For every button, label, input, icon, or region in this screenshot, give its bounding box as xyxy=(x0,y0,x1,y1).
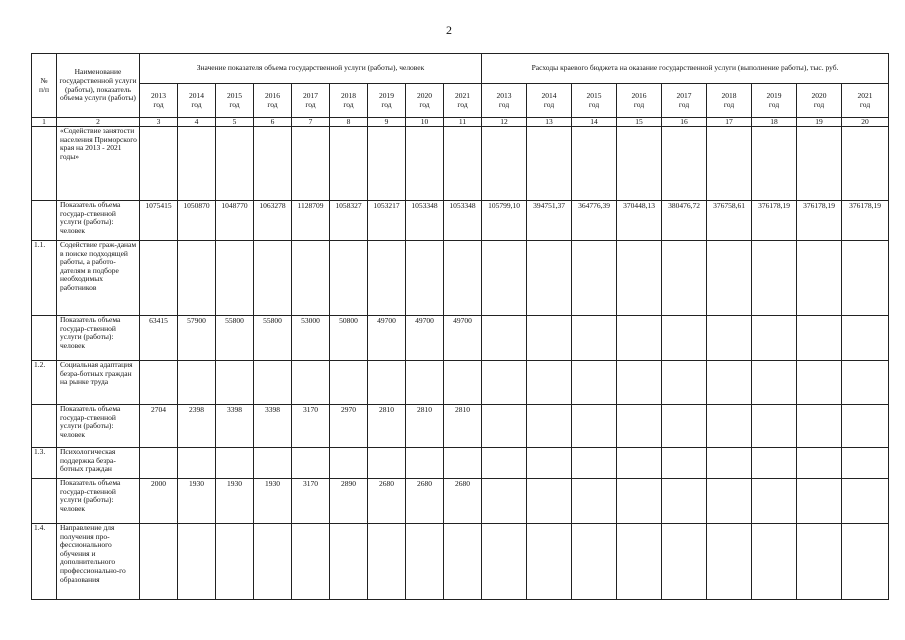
row-number xyxy=(32,201,57,241)
volume-cell xyxy=(216,448,254,479)
volume-cell xyxy=(216,127,254,201)
page-number: 2 xyxy=(446,23,452,37)
volume-cell xyxy=(406,524,444,600)
row-number: 1.1. xyxy=(32,241,57,316)
expense-cell xyxy=(527,316,572,361)
expense-cell xyxy=(797,479,842,524)
expense-cell xyxy=(797,524,842,600)
expense-cell xyxy=(842,241,889,316)
volume-cell xyxy=(292,127,330,201)
volume-year-header: 2021 год xyxy=(444,84,482,118)
expense-cell xyxy=(572,241,617,316)
volume-cell xyxy=(140,524,178,600)
expense-cell xyxy=(482,361,527,405)
column-number: 16 xyxy=(662,118,707,127)
volume-cell: 49700 xyxy=(406,316,444,361)
row-name: «Содействие занятости населения Приморского края на 2013 - 2021 годы» xyxy=(57,127,140,201)
column-number: 15 xyxy=(617,118,662,127)
column-number: 3 xyxy=(140,118,178,127)
expense-cell xyxy=(752,316,797,361)
volume-cell xyxy=(330,361,368,405)
volume-cell xyxy=(292,361,330,405)
volume-cell xyxy=(292,524,330,600)
expense-cell xyxy=(482,479,527,524)
volume-cell: 2398 xyxy=(178,405,216,448)
volume-cell: 1128709 xyxy=(292,201,330,241)
volume-cell: 2680 xyxy=(368,479,406,524)
volume-cell xyxy=(330,524,368,600)
volume-cell xyxy=(216,524,254,600)
volume-cell xyxy=(254,241,292,316)
row-name: Психологическая поддержка безра-ботных граждан xyxy=(57,448,140,479)
table-row xyxy=(32,448,889,479)
table-row xyxy=(32,127,889,201)
expense-cell xyxy=(527,405,572,448)
volume-cell: 2704 xyxy=(140,405,178,448)
expense-cell xyxy=(752,405,797,448)
volume-cell xyxy=(292,448,330,479)
volume-cell xyxy=(216,361,254,405)
expense-year-header: 2021 год xyxy=(842,84,889,118)
expense-cell xyxy=(527,127,572,201)
row-name: Показатель объема государ-ственной услуги (работы): человек xyxy=(57,479,140,524)
volume-year-header: 2015 год xyxy=(216,84,254,118)
volume-cell xyxy=(330,241,368,316)
volume-cell xyxy=(406,127,444,201)
volume-cell xyxy=(178,361,216,405)
volume-cell xyxy=(178,524,216,600)
volume-cell xyxy=(444,448,482,479)
volume-cell: 2680 xyxy=(444,479,482,524)
expense-cell xyxy=(797,127,842,201)
volume-year-header: 2018 год xyxy=(330,84,368,118)
volume-year-header: 2013 год xyxy=(140,84,178,118)
column-number: 13 xyxy=(527,118,572,127)
column-number: 20 xyxy=(842,118,889,127)
expense-cell xyxy=(572,127,617,201)
volume-cell xyxy=(368,241,406,316)
volume-cell: 3398 xyxy=(216,405,254,448)
expense-cell xyxy=(662,361,707,405)
volume-cell xyxy=(444,241,482,316)
table-row xyxy=(32,524,889,600)
expense-cell xyxy=(617,405,662,448)
expense-year-header: 2017 год xyxy=(662,84,707,118)
volume-year-header: 2014 год xyxy=(178,84,216,118)
volume-cell: 1075415 xyxy=(140,201,178,241)
expense-cell xyxy=(662,448,707,479)
row-number: 1.3. xyxy=(32,448,57,479)
expense-year-header: 2014 год xyxy=(527,84,572,118)
column-number: 12 xyxy=(482,118,527,127)
expense-cell xyxy=(752,361,797,405)
volume-cell: 1053217 xyxy=(368,201,406,241)
expense-cell xyxy=(707,241,752,316)
expense-cell xyxy=(842,361,889,405)
volume-cell: 2810 xyxy=(368,405,406,448)
expense-cell xyxy=(617,524,662,600)
expense-cell xyxy=(572,479,617,524)
volume-cell xyxy=(444,361,482,405)
volume-cell xyxy=(216,241,254,316)
header-no: № п/п xyxy=(32,54,57,118)
volume-cell xyxy=(406,448,444,479)
expense-year-header: 2016 год xyxy=(617,84,662,118)
header-expense-group: Расходы краевого бюджета на оказание государственной услуги (выполнение работы), тыс. руб. xyxy=(482,54,889,84)
expense-cell xyxy=(842,127,889,201)
column-number: 17 xyxy=(707,118,752,127)
expense-cell: 376178,19 xyxy=(797,201,842,241)
row-number xyxy=(32,316,57,361)
expense-cell xyxy=(707,127,752,201)
expense-cell xyxy=(482,524,527,600)
expense-cell: 380476,72 xyxy=(662,201,707,241)
expense-cell xyxy=(842,316,889,361)
table-row xyxy=(32,405,889,448)
row-name: Социальная адаптация безра-ботных граждан на рынке труда xyxy=(57,361,140,405)
column-number: 14 xyxy=(572,118,617,127)
expense-cell xyxy=(527,479,572,524)
expense-cell xyxy=(707,316,752,361)
column-number: 8 xyxy=(330,118,368,127)
volume-cell: 3398 xyxy=(254,405,292,448)
expense-cell xyxy=(617,127,662,201)
expense-cell: 364776,39 xyxy=(572,201,617,241)
column-number: 5 xyxy=(216,118,254,127)
expense-cell xyxy=(572,524,617,600)
volume-cell: 1930 xyxy=(178,479,216,524)
volume-year-header: 2017 год xyxy=(292,84,330,118)
expense-cell xyxy=(707,405,752,448)
expense-cell xyxy=(797,361,842,405)
expense-cell xyxy=(662,524,707,600)
volume-cell xyxy=(444,127,482,201)
expense-cell xyxy=(617,361,662,405)
volume-cell: 1930 xyxy=(216,479,254,524)
column-number: 18 xyxy=(752,118,797,127)
expense-cell xyxy=(572,361,617,405)
expense-cell xyxy=(752,448,797,479)
volume-cell: 2810 xyxy=(444,405,482,448)
volume-cell xyxy=(178,241,216,316)
expense-cell xyxy=(617,316,662,361)
row-name: Направление для получения про-фессионального обучения и дополнительного профессионально-го образования xyxy=(57,524,140,600)
expense-cell xyxy=(572,316,617,361)
volume-cell: 63415 xyxy=(140,316,178,361)
column-number: 9 xyxy=(368,118,406,127)
volume-cell xyxy=(178,448,216,479)
expense-cell xyxy=(752,479,797,524)
row-number xyxy=(32,405,57,448)
expense-cell xyxy=(527,448,572,479)
expense-cell xyxy=(662,405,707,448)
column-number: 10 xyxy=(406,118,444,127)
volume-cell xyxy=(140,241,178,316)
column-number: 6 xyxy=(254,118,292,127)
volume-cell: 1930 xyxy=(254,479,292,524)
volume-cell: 1053348 xyxy=(406,201,444,241)
header-volume-group: Значение показателя объема государственной услуги (работы), человек xyxy=(140,54,482,84)
expense-year-header: 2020 год xyxy=(797,84,842,118)
volume-cell xyxy=(254,361,292,405)
services-table xyxy=(31,53,889,600)
volume-cell: 49700 xyxy=(444,316,482,361)
volume-cell xyxy=(406,241,444,316)
expense-cell xyxy=(662,479,707,524)
volume-cell: 1053348 xyxy=(444,201,482,241)
volume-cell xyxy=(368,127,406,201)
expense-cell xyxy=(707,524,752,600)
expense-year-header: 2019 год xyxy=(752,84,797,118)
volume-cell xyxy=(368,361,406,405)
volume-cell: 50800 xyxy=(330,316,368,361)
volume-cell: 1058327 xyxy=(330,201,368,241)
expense-cell xyxy=(617,448,662,479)
volume-cell xyxy=(140,448,178,479)
expense-cell: 376758,61 xyxy=(707,201,752,241)
volume-cell xyxy=(368,448,406,479)
volume-cell xyxy=(140,127,178,201)
volume-cell xyxy=(254,127,292,201)
volume-cell: 2810 xyxy=(406,405,444,448)
row-name: Показатель объема государ-ственной услуги (работы): человек xyxy=(57,316,140,361)
expense-cell xyxy=(707,448,752,479)
column-number: 1 xyxy=(32,118,57,127)
row-number: 1.2. xyxy=(32,361,57,405)
volume-cell: 2000 xyxy=(140,479,178,524)
column-number: 7 xyxy=(292,118,330,127)
expense-cell xyxy=(482,448,527,479)
volume-cell: 1048770 xyxy=(216,201,254,241)
expense-cell xyxy=(842,448,889,479)
expense-cell xyxy=(797,405,842,448)
expense-cell xyxy=(572,448,617,479)
volume-cell: 55800 xyxy=(216,316,254,361)
expense-cell xyxy=(662,316,707,361)
volume-cell xyxy=(292,241,330,316)
table-row xyxy=(32,479,889,524)
expense-cell xyxy=(707,361,752,405)
expense-year-header: 2013 год xyxy=(482,84,527,118)
row-number: 1.4. xyxy=(32,524,57,600)
volume-cell xyxy=(330,448,368,479)
expense-cell xyxy=(662,127,707,201)
volume-cell: 53000 xyxy=(292,316,330,361)
volume-cell xyxy=(254,448,292,479)
expense-cell: 376178,19 xyxy=(842,201,889,241)
table-row xyxy=(32,361,889,405)
row-name: Показатель объема государ-ственной услуги (работы): человек xyxy=(57,201,140,241)
volume-cell xyxy=(140,361,178,405)
expense-cell: 376178,19 xyxy=(752,201,797,241)
expense-cell xyxy=(482,127,527,201)
expense-cell xyxy=(842,479,889,524)
expense-cell xyxy=(482,316,527,361)
column-number: 4 xyxy=(178,118,216,127)
expense-cell xyxy=(842,405,889,448)
expense-cell xyxy=(662,241,707,316)
row-number xyxy=(32,127,57,201)
column-number: 2 xyxy=(57,118,140,127)
expense-cell xyxy=(617,479,662,524)
volume-cell xyxy=(444,524,482,600)
expense-cell: 394751,37 xyxy=(527,201,572,241)
volume-year-header: 2020 год xyxy=(406,84,444,118)
expense-cell xyxy=(482,241,527,316)
volume-cell: 3170 xyxy=(292,479,330,524)
expense-cell xyxy=(797,316,842,361)
column-number: 19 xyxy=(797,118,842,127)
expense-cell xyxy=(797,241,842,316)
volume-year-header: 2019 год xyxy=(368,84,406,118)
volume-cell: 2970 xyxy=(330,405,368,448)
volume-cell: 1050870 xyxy=(178,201,216,241)
table-row xyxy=(32,316,889,361)
row-name: Показатель объема государ-ственной услуги (работы): человек xyxy=(57,405,140,448)
column-number: 11 xyxy=(444,118,482,127)
volume-cell: 3170 xyxy=(292,405,330,448)
volume-cell: 57900 xyxy=(178,316,216,361)
table-row xyxy=(32,241,889,316)
volume-cell: 1063278 xyxy=(254,201,292,241)
volume-cell xyxy=(330,127,368,201)
expense-cell xyxy=(482,405,527,448)
header-name: Наименование государственной услуги (работы), показатель объема услуги (работы) xyxy=(57,54,140,118)
expense-cell xyxy=(752,524,797,600)
expense-cell xyxy=(752,127,797,201)
volume-cell: 49700 xyxy=(368,316,406,361)
volume-cell xyxy=(406,361,444,405)
expense-cell xyxy=(752,241,797,316)
expense-cell xyxy=(527,524,572,600)
expense-cell xyxy=(842,524,889,600)
volume-cell xyxy=(254,524,292,600)
row-name: Содействие граж-данам в поиске подходящей работы, а работо-дателям в подборе необходимых работников xyxy=(57,241,140,316)
expense-cell xyxy=(527,361,572,405)
volume-cell: 55800 xyxy=(254,316,292,361)
expense-cell: 370448,13 xyxy=(617,201,662,241)
expense-cell xyxy=(617,241,662,316)
expense-cell xyxy=(527,241,572,316)
expense-cell xyxy=(707,479,752,524)
expense-cell xyxy=(797,448,842,479)
expense-year-header: 2018 год xyxy=(707,84,752,118)
volume-year-header: 2016 год xyxy=(254,84,292,118)
row-number xyxy=(32,479,57,524)
expense-cell: 105799,10 xyxy=(482,201,527,241)
expense-cell xyxy=(572,405,617,448)
volume-cell xyxy=(178,127,216,201)
expense-year-header: 2015 год xyxy=(572,84,617,118)
volume-cell xyxy=(368,524,406,600)
table-row xyxy=(32,201,889,241)
volume-cell: 2890 xyxy=(330,479,368,524)
volume-cell: 2680 xyxy=(406,479,444,524)
